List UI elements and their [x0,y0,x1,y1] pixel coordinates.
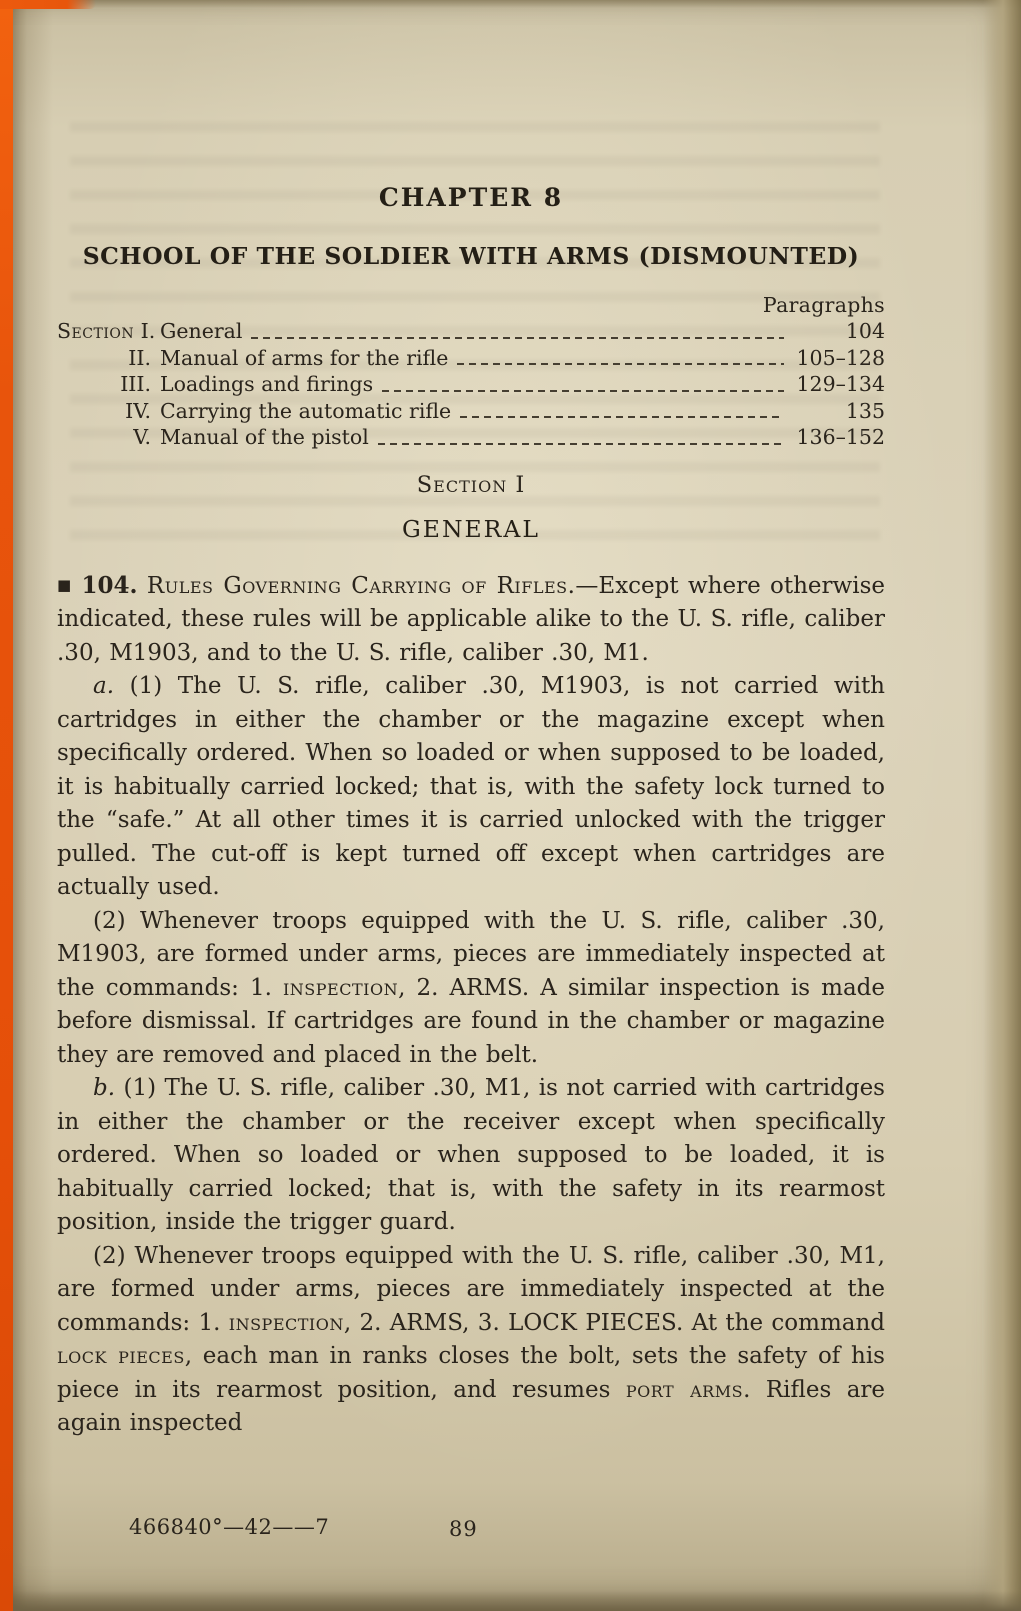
command-word: port arms [625,1376,744,1403]
paragraph-text: (2) Whenever troops equipped with the U. S. rifle, caliber .30, M1, are formed under arms, pieces are immediately inspected at the commands: 1. [57,1242,885,1336]
toc-row-section-2 [57,345,885,372]
toc-roman-numeral: IV. [125,398,151,423]
toc-dash-leader [251,337,784,339]
paragraph-text: , 2. ARMS. A similar inspection is made before dismissal. If cartridges are found in the chamber or magazine they are removed and placed in the belt. [57,974,885,1068]
paragraph-heading: Rules Governing Carrying of Rifles. [146,572,576,599]
bottom-edge-shadow [0,1591,1021,1611]
paragraph-b2 [57,1240,885,1441]
chapter-heading: CHAPTER 8 [378,183,564,212]
toc-section-number [57,371,151,398]
toc-roman-numeral: V. [133,425,151,449]
toc-paragraph-range: 105–128 [796,345,885,370]
command-word: lock pieces [57,1343,185,1369]
paragraph-text: (1) The U. S. rifle, caliber .30, M1903, is not carried with cartridges in either the chamber or the magazine except when specifically ordered. When so loaded or when supposed to be loaded, it is habitually carried locked; that is, with the safety lock turned to the “safe.” At all other times it is carried unlocked with the trigger pulled. The cut-off is kept turned off except when cartridges are actually used. [57,673,885,900]
toc-row-section-1 [57,318,885,345]
subparagraph-label: b. [93,1075,116,1101]
right-page-edges [983,0,1021,1611]
toc-paragraph-range: 135 [845,398,885,423]
page-footer [57,1515,885,1545]
toc-dash-leader [382,390,784,392]
toc-roman-numeral: III. [120,372,151,396]
command-word: inspection [282,974,399,1001]
paragraph-text: (2) Whenever troops equipped with the U. S. rifle, caliber .30, M1903, are formed under arms, pieces are immediately inspected at the commands: 1. [57,907,885,1001]
toc-entry-title: Carrying the automatic rifle [160,398,452,423]
paragraph-text: , 2. ARMS, 3. LOCK PIECES. At the command [343,1309,886,1336]
toc-section-number [57,398,151,425]
toc-column-header: Paragraphs [762,293,885,317]
paragraph-text: , each man in ranks closes the bolt, sets the safety of his piece in its rearmost position, and resumes [57,1343,885,1403]
toc-row-section-5 [57,424,885,451]
toc-paragraph-range: 136–152 [796,425,885,449]
toc-row-section-3 [57,371,885,398]
toc-dash-leader [378,443,784,445]
toc-paragraph-range: 129–134 [796,372,885,396]
top-edge-shadow [0,0,1021,8]
page-number: 89 [449,1517,478,1541]
page-content [57,0,885,1441]
toc-section-number [57,345,151,372]
print-code: 466840°—42——7 [129,1515,330,1539]
binding-stripe [0,0,13,1611]
toc-paragraph-range: 104 [845,319,885,343]
left-edge-shadow [13,0,53,1611]
toc-entry-title: Manual of arms for the rifle [160,345,449,370]
toc-entry-title: Loadings and firings [160,372,374,396]
paragraph-104 [57,569,885,671]
paragraph-text: —Except where otherwise indicated, these rules will be applicable alike to the U. S. rifle, caliber .30, M1903, and to the U. S. rifle, caliber .30, M1. [57,572,885,666]
toc-entry-title: General [160,319,243,343]
toc-dash-leader [457,363,784,365]
toc-entry-title: Manual of the pistol [160,425,369,449]
paragraph-text: . Rifles are again inspected [57,1376,886,1436]
toc-section-number [57,318,156,345]
paragraph-a1 [57,670,885,905]
toc-roman-numeral: II. [128,345,151,370]
paragraph-number: 104. [81,571,138,599]
toc-dash-leader [460,416,784,418]
toc-section-number [57,424,151,451]
toc-row-section-4 [57,398,885,425]
table-of-contents [57,292,885,451]
paragraph-b1 [57,1072,885,1240]
body-text [57,569,885,1441]
toc-roman-numeral: I. [140,319,156,343]
paragraph-text: (1) The U. S. rifle, caliber .30, M1, is not carried with cartridges in either the chamber or the receiver except when specifically ordered. When so loaded or when supposed to be loaded, it is habitually carried locked; that is, with the safety in its rearmost position, inside the trigger guard. [57,1075,885,1235]
command-word: inspection [228,1309,344,1336]
binding-top-edge [0,0,96,9]
general-heading: GENERAL [402,514,540,543]
black-square-marker: ■ [57,575,73,594]
paragraph-a2 [57,905,885,1073]
subparagraph-label: a. [93,673,115,699]
toc-section-word: Section [57,319,135,343]
section-heading: Section I [416,471,526,498]
chapter-title: SCHOOL OF THE SOLDIER WITH ARMS (DISMOUNTED) [82,242,860,270]
